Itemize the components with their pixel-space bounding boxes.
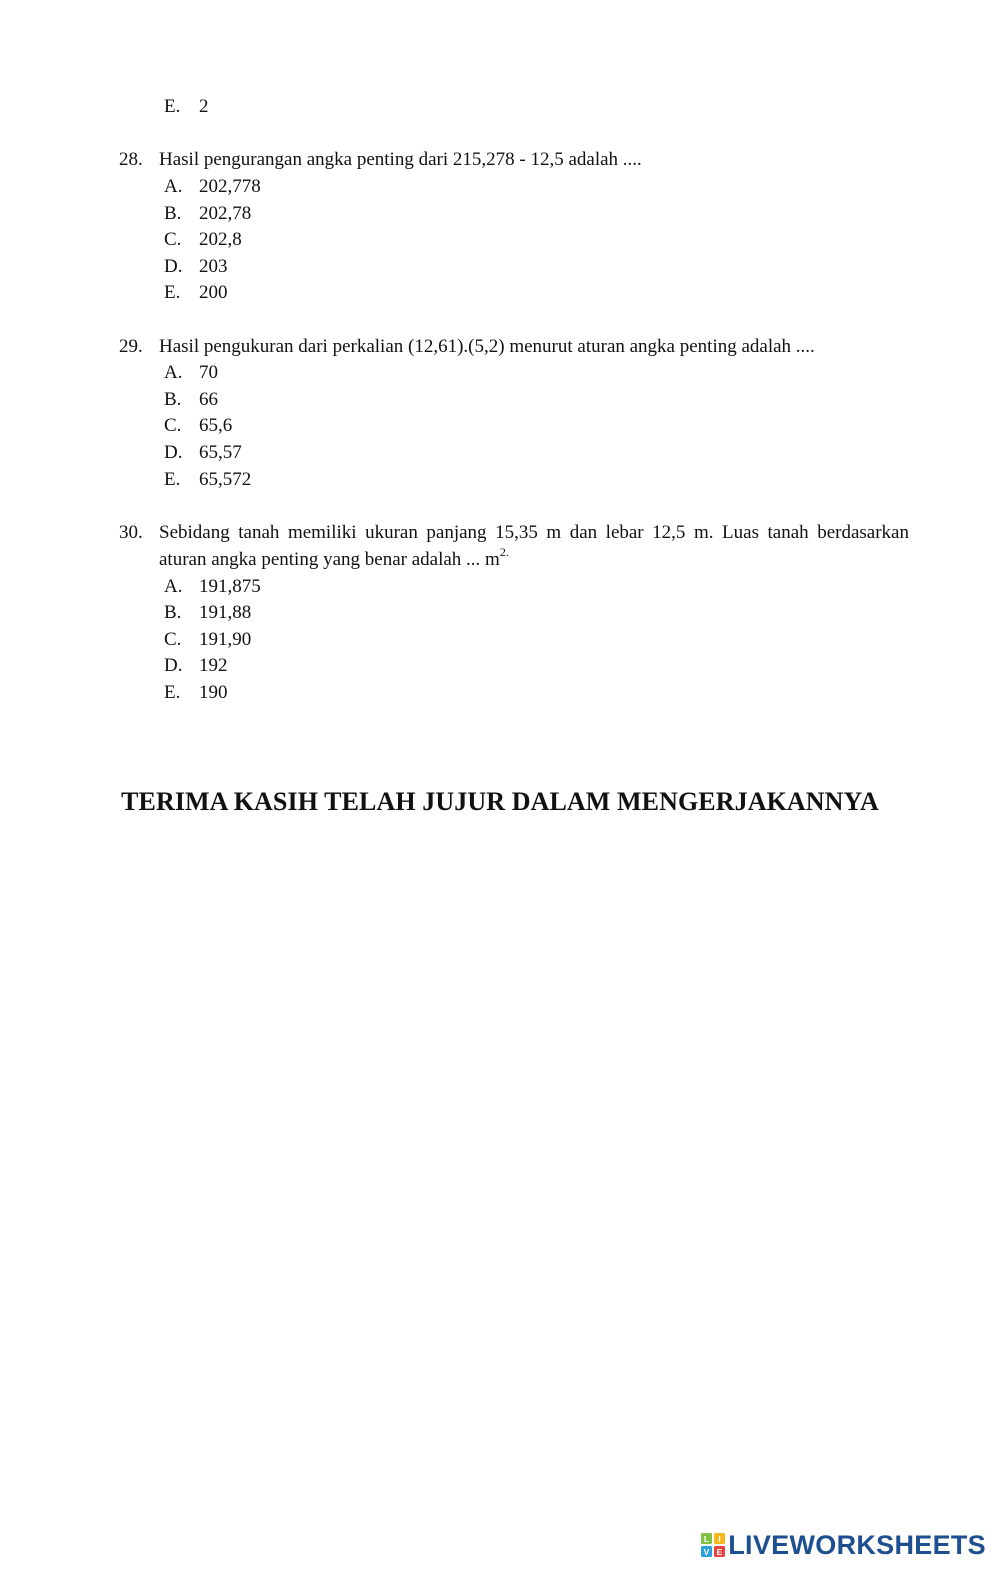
option-text: 70 xyxy=(199,362,218,383)
option-text: 65,572 xyxy=(199,469,252,490)
option-letter: E. xyxy=(164,282,181,303)
option-letter: B. xyxy=(164,203,182,224)
liveworksheets-wordmark: LIVEWORKSHEETS xyxy=(728,1529,986,1560)
question-29-option-e[interactable] xyxy=(164,469,251,491)
option-text: 191,90 xyxy=(199,629,252,650)
question-30-option-b[interactable] xyxy=(164,602,251,624)
question-28 xyxy=(119,147,909,174)
question-30-option-a[interactable] xyxy=(164,576,261,598)
liveworksheets-brand[interactable] xyxy=(701,1529,986,1561)
option-letter: A. xyxy=(164,576,183,597)
option-letter: D. xyxy=(164,256,183,277)
option-text: 66 xyxy=(199,389,218,410)
option-letter: E. xyxy=(164,469,181,490)
option-text: 203 xyxy=(199,256,228,277)
question-28-option-c[interactable] xyxy=(164,229,242,251)
liveworksheets-logo-icon xyxy=(701,1533,725,1557)
question-number: 28. xyxy=(119,149,143,170)
option-letter: B. xyxy=(164,602,182,623)
option-letter: A. xyxy=(164,362,183,383)
unit-superscript: 2. xyxy=(499,544,509,559)
question-28-option-d[interactable] xyxy=(164,256,228,278)
question-30-option-d[interactable] xyxy=(164,655,228,677)
question-29-option-c[interactable] xyxy=(164,415,232,437)
option-text: 65,6 xyxy=(199,415,233,436)
logo-letter-e: E xyxy=(716,1546,723,1557)
question-text: Hasil pengukuran dari perkalian (12,61).(5,2) menurut aturan angka penting adalah .... xyxy=(159,336,815,357)
option-text: 192 xyxy=(199,655,228,676)
question-text: Hasil pengurangan angka penting dari 215,278 - 12,5 adalah .... xyxy=(159,149,642,170)
logo-letter-l: L xyxy=(704,1533,710,1544)
question-30-option-c[interactable] xyxy=(164,629,251,651)
option-text: 202,78 xyxy=(199,203,252,224)
logo-letter-v: V xyxy=(703,1546,710,1557)
logo-letter-i: I xyxy=(718,1533,721,1544)
question-number: 29. xyxy=(119,336,143,357)
question-30 xyxy=(119,520,909,573)
prev-question-option-e xyxy=(164,96,209,118)
question-29-option-a[interactable] xyxy=(164,362,218,384)
question-30-option-e[interactable] xyxy=(164,682,228,704)
question-text: Sebidang tanah memiliki ukuran panjang 15,35 m dan lebar 12,5 m. Luas tanah berdasarkan aturan angka penting yang benar adalah ... m xyxy=(159,522,909,570)
option-letter: C. xyxy=(164,415,182,436)
question-text-block xyxy=(159,520,909,573)
question-28-option-a[interactable] xyxy=(164,176,261,198)
option-letter: B. xyxy=(164,389,182,410)
option-text: 191,88 xyxy=(199,602,252,623)
option-letter: C. xyxy=(164,629,182,650)
option-letter: E. xyxy=(164,682,181,703)
option-text: 200 xyxy=(199,282,228,303)
option-letter: E. xyxy=(164,96,181,117)
option-letter: D. xyxy=(164,655,183,676)
option-text: 2 xyxy=(199,96,209,117)
option-text: 191,875 xyxy=(199,576,261,597)
question-29-option-b[interactable] xyxy=(164,389,218,411)
question-number: 30. xyxy=(119,522,143,543)
option-letter: A. xyxy=(164,176,183,197)
option-text: 202,778 xyxy=(199,176,261,197)
option-letter: D. xyxy=(164,442,183,463)
option-letter: C. xyxy=(164,229,182,250)
question-29-option-d[interactable] xyxy=(164,442,242,464)
option-text: 202,8 xyxy=(199,229,242,250)
question-28-option-b[interactable] xyxy=(164,203,251,225)
closing-message: TERIMA KASIH TELAH JUJUR DALAM MENGERJAKANNYA xyxy=(121,787,879,816)
option-text: 65,57 xyxy=(199,442,242,463)
question-28-option-e[interactable] xyxy=(164,282,228,304)
question-29 xyxy=(119,334,909,361)
option-text: 190 xyxy=(199,682,228,703)
